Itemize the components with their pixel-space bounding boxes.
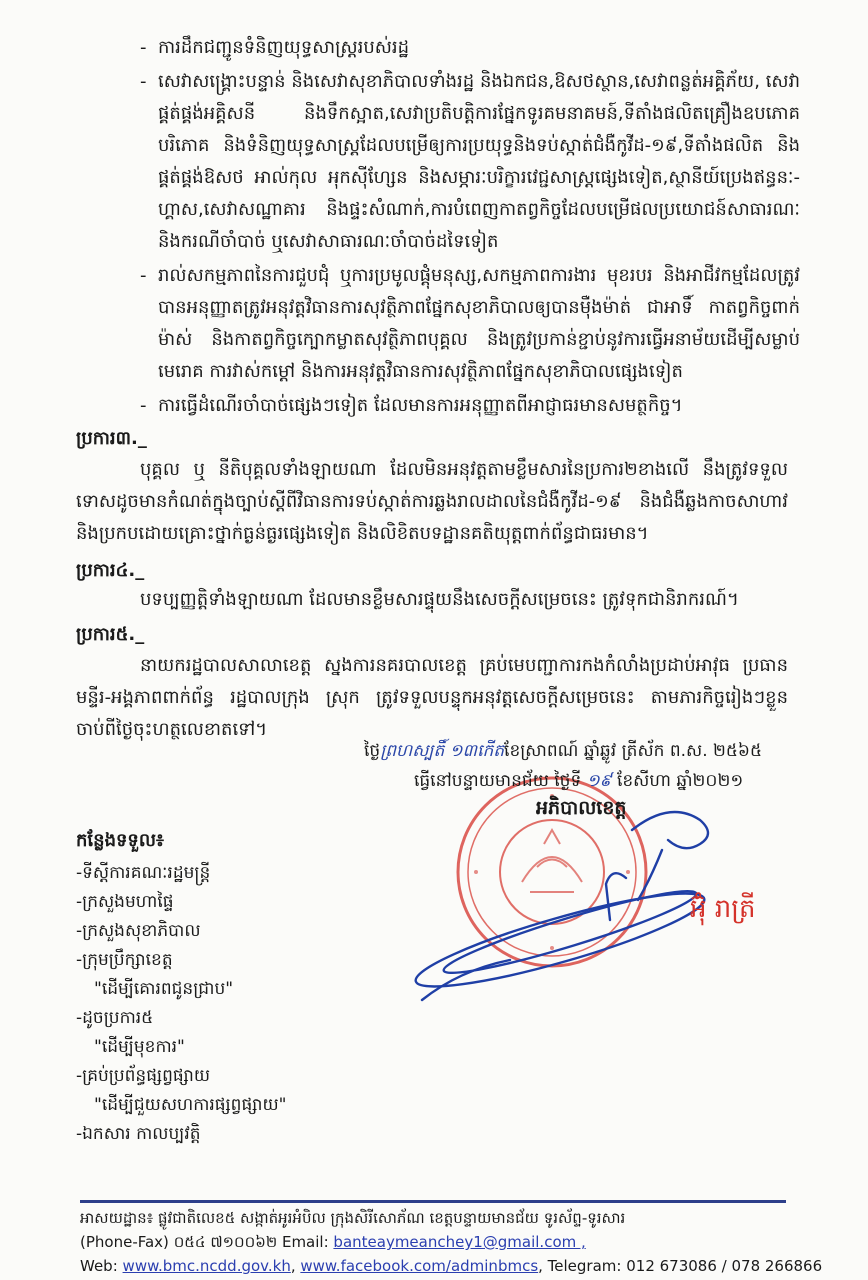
article-4-heading: ប្រការ៤._ bbox=[76, 560, 145, 581]
list-item: "ដើម្បីគោរពជូនជ្រាប" bbox=[94, 979, 234, 999]
handwritten-lunar-day: ព្រហស្បតិ៍ ១៣កើត bbox=[380, 741, 505, 761]
lunar-dateline: ថ្ងៃព្រហស្បតិ៍ ១៣កើតខែស្រាពណ៍ ឆ្នាំឆ្លូវ ត្រីស័ក ព.ស. ២៥៦៥ bbox=[364, 741, 763, 761]
article-5-heading: ប្រការ៥._ bbox=[76, 624, 145, 645]
recipients-list bbox=[76, 826, 286, 1149]
list-item: -ក្រុមប្រឹក្សាខេត្ត bbox=[76, 950, 173, 970]
footer-contact bbox=[80, 1206, 823, 1278]
footer-phone-email: (Phone-Fax) ០៥៤ ៧១០០៦២ Email: banteaymeanchey1@gmail.com , bbox=[80, 1233, 586, 1251]
list-item: -ក្រសួងមហាផ្ទៃ bbox=[76, 892, 174, 912]
phone-number: ០៥៤ ៧១០០៦២ bbox=[173, 1233, 278, 1251]
article-4-body: បទប្បញ្ញត្តិទាំងឡាយណា ដែលមានខ្លឹមសារផ្ទុយនឹងសេចក្តីសម្រេចនេះ ត្រូវទុកជានិរាករណ៍។ bbox=[140, 589, 739, 610]
bullet-text: រាល់សកម្មភាពនៃការជួបជុំ ឬការប្រមូលផ្តុំមនុស្ស,សកម្មភាពការងារ មុខរបរ និងអាជីវកម្មដែលត្រូវបានអនុញ្ញាតត្រូវអនុវត្តវិធានការសុវត្ថិភាពផ្នែកសុខាភិបាលឲ្យបានម៉ឺងម៉ាត់ ជាអាទិ៍ កាតព្វកិច្ចពាក់ម៉ាស់ និងកាតព្វកិច្ចក្បោកម្លាតសុវត្ថិភាពបុគ្គល និងត្រូវប្រកាន់ខ្ជាប់នូវការធ្វើអនាម័យដើម្បីសម្លាប់មេរោគ ការវាស់កម្តៅ និងការអនុវត្តវិធានការសុវត្ថិភាពផ្នែកសុខាភិបាលផ្សេងទៀត bbox=[158, 265, 800, 382]
list-item: -ក្រសួងសុខាភិបាល bbox=[76, 921, 201, 941]
handwritten-signature bbox=[400, 800, 730, 1020]
list-item: - ការដឹកជញ្ជូនទំនិញយុទ្ធសាស្ត្ររបស់រដ្ឋ bbox=[140, 32, 800, 64]
bullet-text: ការធ្វើដំណើរចាំបាច់ផ្សេងៗទៀត ដែលមានការអនុញ្ញាតពីអាជ្ញាធរមានសមត្ថកិច្ច។ bbox=[158, 395, 683, 416]
list-item: -ទីស្តីការគណៈរដ្ឋមន្ត្រី bbox=[76, 863, 211, 883]
article-2-bullet-list bbox=[140, 32, 800, 424]
facebook-link[interactable]: www.facebook.com/adminbmcs bbox=[300, 1257, 539, 1275]
article-5-body: នាយករដ្ឋបាលសាលាខេត្ត ស្នងការនគរបាលខេត្ត គ្រប់មេបញ្ជាការកងកំលាំងប្រដាប់អាវុធ ប្រធានមន្ទីរ-អង្គភាពពាក់ព័ន្ធ រដ្ឋបាលក្រុង ស្រុក ត្រូវទទួលបន្ទុកអនុវត្តសេចក្តីសម្រេចនេះ តាមភារកិច្ចរៀងៗខ្លួន ចាប់ពីថ្ងៃចុះហត្ថលេខាតទៅ។ bbox=[76, 655, 788, 740]
signer-name: អ៊ុំ រាត្រី bbox=[690, 894, 756, 924]
solar-dateline: ធ្វើនៅបន្ទាយមានជ័យ ថ្ងៃទី ១៩ ខែសីហា ឆ្នាំ២០២១ bbox=[414, 771, 744, 791]
list-item: -ឯកសារ កាលប្បវត្តិ bbox=[76, 1124, 201, 1144]
list-item: "ដើម្បីជួយសហការផ្សព្វផ្សាយ" bbox=[94, 1095, 287, 1115]
list-item: -ដូចប្រការ៥ bbox=[76, 1008, 154, 1028]
email-link[interactable]: banteaymeanchey1@gmail.com , bbox=[333, 1233, 586, 1251]
footer-web: Web: www.bmc.ncdd.gov.kh, www.facebook.com/adminbmcs, Telegram: 012 673086 / 078 266866 bbox=[80, 1257, 823, 1275]
list-item: - សេវាសង្គ្រោះបន្ទាន់ និងសេវាសុខាភិបាលទាំងរដ្ឋ និងឯកជន,ឱសថស្ថាន,សេវាពន្លត់អគ្គិភ័យ, សេវាផ្គត់ផ្គង់អគ្គិសនី និងទឹកស្អាត,សេវាប្រតិបត្តិការផ្នែកទូរគមនាគមន៍,ទីតាំងផលិតគ្រឿងឧបភោគ បរិភោគ និងទំនិញយុទ្ធសាស្ត្រដែលបម្រើឲ្យការប្រយុទ្ធនិងទប់ស្កាត់ជំងឺកូវីដ-១៩,ទីតាំងផលិត និងផ្គត់ផ្គង់ឱសថ អាល់កុល អុកស៊ីហ្សែន និងសម្ភារៈបរិក្ខារវេជ្ជសាស្ត្រផ្សេងទៀត,ស្ថានីយ៍ប្រេងឥន្ធនៈ-ហ្គាស,សេវាសណ្ឋាគារ និងផ្ទះសំណាក់,ការបំពេញកាតព្វកិច្ចដែលបម្រើផលប្រយោជន៍សាធារណៈ និងករណីចាំបាច់ ឬសេវាសាធារណៈចាំបាច់ដទៃទៀត bbox=[140, 66, 800, 258]
list-item: -គ្រប់ប្រព័ន្ធផ្សព្វផ្សាយ bbox=[76, 1066, 211, 1086]
list-item: "ដើម្បីមុខការ" bbox=[94, 1037, 185, 1057]
article-3-heading: ប្រការ៣._ bbox=[76, 428, 147, 449]
telegram-contact: , Telegram: 012 673086 / 078 266866 bbox=[538, 1257, 823, 1275]
bullet-text: សេវាសង្គ្រោះបន្ទាន់ និងសេវាសុខាភិបាលទាំងរដ្ឋ និងឯកជន,ឱសថស្ថាន,សេវាពន្លត់អគ្គិភ័យ, សេវាផ្គត់ផ្គង់អគ្គិសនី និងទឹកស្អាត,សេវាប្រតិបត្តិការផ្នែកទូរគមនាគមន៍,ទីតាំងផលិតគ្រឿងឧបភោគ បរិភោគ និងទំនិញយុទ្ធសាស្ត្រដែលបម្រើឲ្យការប្រយុទ្ធនិងទប់ស្កាត់ជំងឺកូវីដ-១៩,ទីតាំងផលិត និងផ្គត់ផ្គង់ឱសថ អាល់កុល អុកស៊ីហ្សែន និងសម្ភារៈបរិក្ខារវេជ្ជសាស្ត្រផ្សេងទៀត,ស្ថានីយ៍ប្រេងឥន្ធនៈ-ហ្គាស,សេវាសណ្ឋាគារ និងផ្ទះសំណាក់,ការបំពេញកាតព្វកិច្ចដែលបម្រើផលប្រយោជន៍សាធារណៈ និងករណីចាំបាច់ ឬសេវាសាធារណៈចាំបាច់ដទៃទៀត bbox=[158, 71, 800, 252]
signing-title: អភិបាលខេត្ត bbox=[536, 797, 627, 819]
recipients-heading: កន្លែងទទួល៖ bbox=[76, 830, 164, 851]
list-item: - ការធ្វើដំណើរចាំបាច់ផ្សេងៗទៀត ដែលមានការអនុញ្ញាតពីអាជ្ញាធរមានសមត្ថកិច្ច។ bbox=[140, 390, 800, 422]
footer-divider bbox=[80, 1200, 786, 1203]
handwritten-solar-day: ១៩ bbox=[586, 771, 612, 791]
list-item: - រាល់សកម្មភាពនៃការជួបជុំ ឬការប្រមូលផ្តុំមនុស្ស,សកម្មភាពការងារ មុខរបរ និងអាជីវកម្មដែលត្រូវបានអនុញ្ញាតត្រូវអនុវត្តវិធានការសុវត្ថិភាពផ្នែកសុខាភិបាលឲ្យបានម៉ឺងម៉ាត់ ជាអាទិ៍ កាតព្វកិច្ចពាក់ម៉ាស់ និងកាតព្វកិច្ចក្បោកម្លាតសុវត្ថិភាពបុគ្គល និងត្រូវប្រកាន់ខ្ជាប់នូវការធ្វើអនាម័យដើម្បីសម្លាប់មេរោគ ការវាស់កម្តៅ និងការអនុវត្តវិធានការសុវត្ថិភាពផ្នែកសុខាភិបាលផ្សេងទៀត bbox=[140, 260, 800, 388]
website-link[interactable]: www.bmc.ncdd.gov.kh bbox=[122, 1257, 291, 1275]
article-3-body: បុគ្គល ឬ នីតិបុគ្គលទាំងឡាយណា ដែលមិនអនុវត្តតាមខ្លឹមសារនៃប្រការ២ខាងលើ នឹងត្រូវទទួលទោសដូចមានកំណត់ក្នុងច្បាប់ស្តីពីវិធានការទប់ស្កាត់ការឆ្លងរាលដាលនៃជំងឺកូវីដ-១៩ និងជំងឺឆ្លងកាចសាហាវនិងប្រកបដោយគ្រោះថ្នាក់ធ្ងន់ធ្ងរផ្សេងទៀត និងលិខិតបទដ្ឋានគតិយុត្តពាក់ព័ន្ធជាធរមាន។ bbox=[76, 459, 788, 544]
bullet-text: ការដឹកជញ្ជូនទំនិញយុទ្ធសាស្ត្ររបស់រដ្ឋ bbox=[158, 37, 410, 58]
footer-address: អាសយដ្ឋាន៖ ផ្លូវជាតិលេខ៥ សង្កាត់អូរអំបិល ក្រុងសិរីសោភ័ណ ខេត្តបន្ទាយមានជ័យ ទូរស័ព្ទ-ទូរសារ bbox=[80, 1209, 626, 1227]
